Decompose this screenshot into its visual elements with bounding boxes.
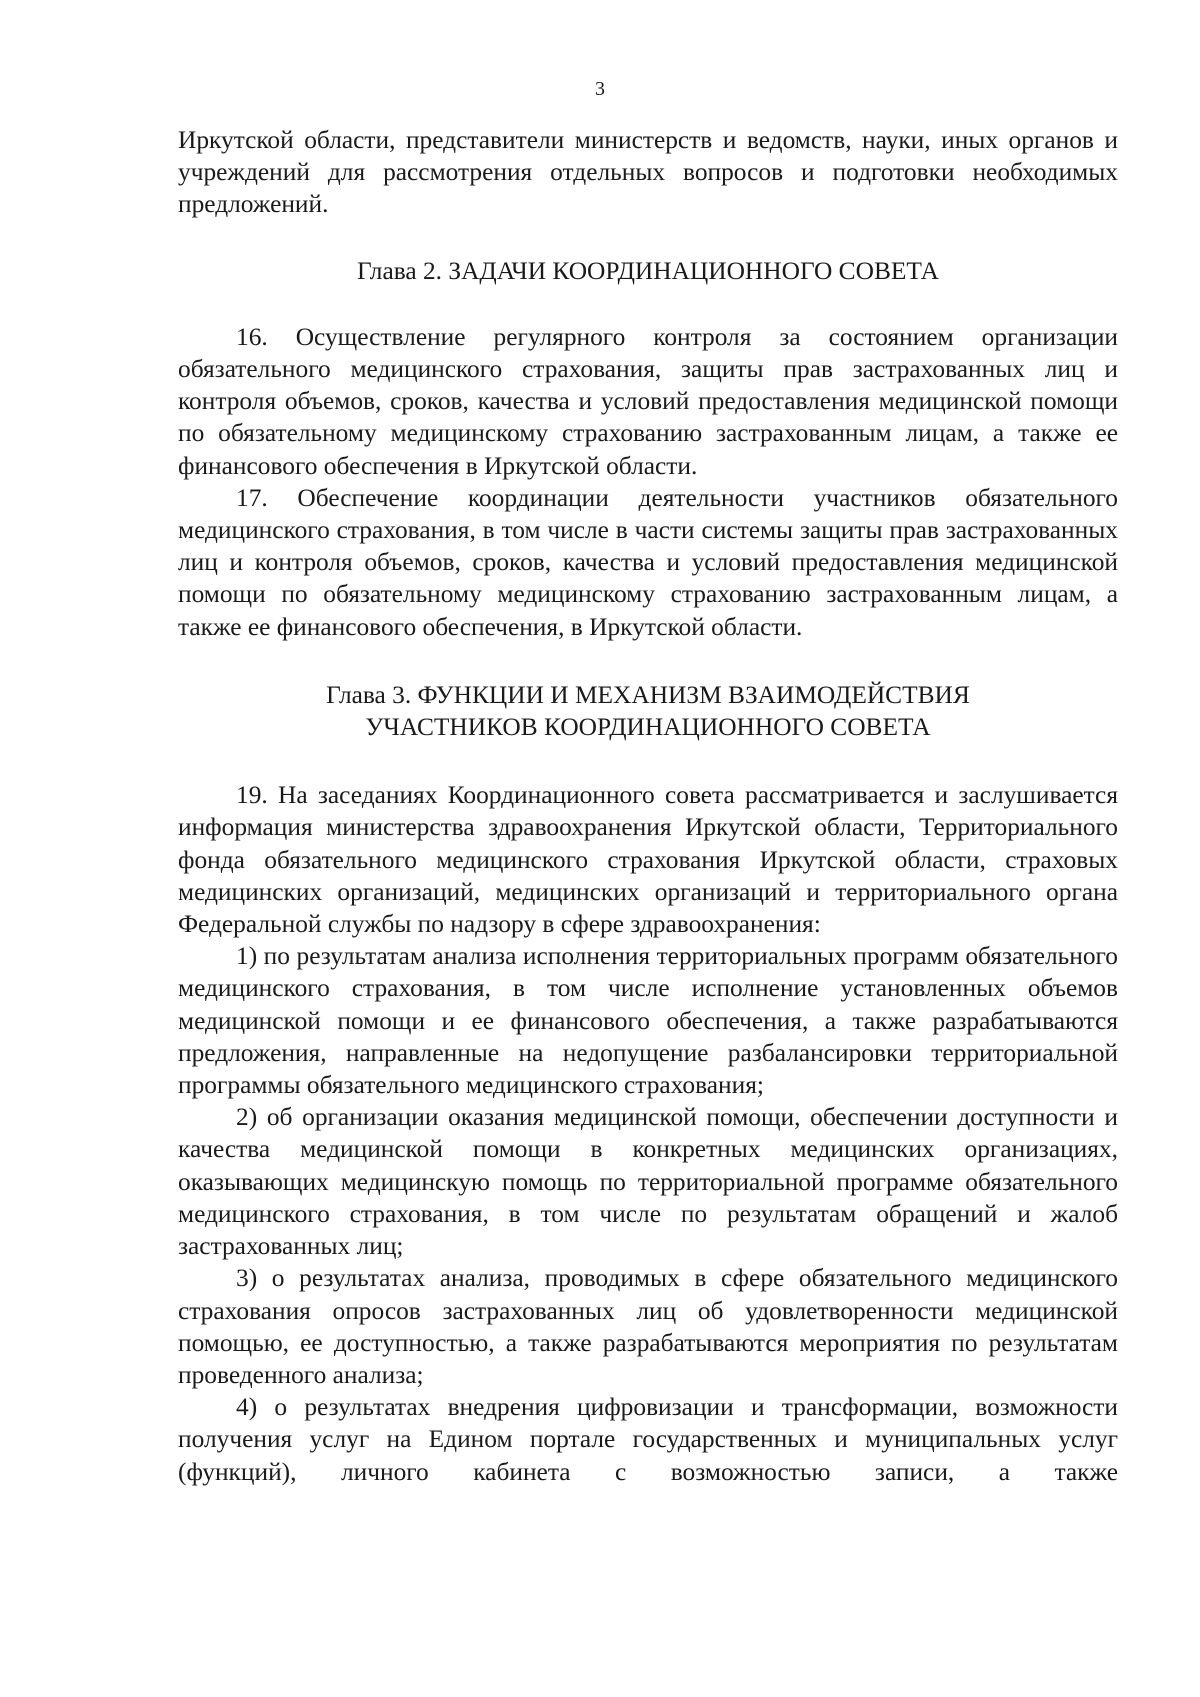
- page-number: 3: [595, 78, 605, 100]
- chapter-3-heading-line-2: УЧАСТНИКОВ КООРДИНАЦИОННОГО СОВЕТА: [365, 713, 931, 742]
- list-item-1: 1) по результатам анализа исполнения территориальных программ обязательного медицинского страхования, в том числе исполнение установленных объемов медицинской помощи и ее финансового обеспечения, а также разрабатываются предложения, направленные на недопущение разбалансировки территориальной программы обязательного медицинского страхования;: [178, 942, 1118, 1100]
- list-item-4: 4) о результатах внедрения цифровизации и трансформации, возможности получения услуг на Едином портале государственных и муниципальных услуг (функций), личного кабинета с возможностью записи, а также: [178, 1393, 1118, 1486]
- chapter-2-heading-text: Глава 2. ЗАДАЧИ КООРДИНАЦИОННОГО СОВЕТА: [357, 256, 939, 285]
- paragraph-19: 19. На заседаниях Координационного совета рассматривается и заслушивается информация министерства здравоохранения Иркутской области, Территориального фонда обязательного медицинского страхования Иркутской области, страховых медицинских организаций, медицинских организаций и территориального органа Федеральной службы по надзору в сфере здравоохранения:: [178, 781, 1118, 939]
- chapter-2-heading: [178, 255, 1118, 287]
- document-body: [178, 124, 1118, 1488]
- list-item-3: 3) о результатах анализа, проводимых в сфере обязательного медицинского страхования опросов застрахованных лиц об удовлетворенности медицинской помощью, ее доступностью, а также разрабатываются мероприятия по результатам проведенного анализа;: [178, 1264, 1118, 1389]
- list-item-2: 2) об организации оказания медицинской помощи, обеспечении доступности и качества медицинской помощи в конкретных медицинских организациях, оказывающих медицинскую помощь по территориальной программе обязательного медицинского страхования, в том числе по результатам обращений и жалоб застрахованных лиц;: [178, 1103, 1118, 1261]
- chapter-3-heading: [178, 679, 1118, 743]
- paragraph-16: 16. Осуществление регулярного контроля за состоянием организации обязательного медицинского страхования, защиты прав застрахованных лиц и контроля объемов, сроков, качества и условий предоставления медицинской помощи по обязательному медицинскому страхованию застрахованным лицам, а также ее финансового обеспечения в Иркутской области.: [178, 322, 1118, 480]
- chapter-3-heading-line-1: Глава 3. ФУНКЦИИ И МЕХАНИЗМ ВЗАИМОДЕЙСТВИЯ: [326, 680, 970, 709]
- paragraph-17: 17. Обеспечение координации деятельности участников обязательного медицинского страхования, в том числе в части системы защиты прав застрахованных лиц и контроля объемов, сроков, качества и условий предоставления медицинской помощи по обязательному медицинскому страхованию застрахованным лицам, а также ее финансового обеспечения, в Иркутской области.: [178, 483, 1118, 641]
- intro-paragraph: Иркутской области, представители министерств и ведомств, науки, иных органов и учреждений для рассмотрения отдельных вопросов и подготовки необходимых предложений.: [178, 126, 1118, 219]
